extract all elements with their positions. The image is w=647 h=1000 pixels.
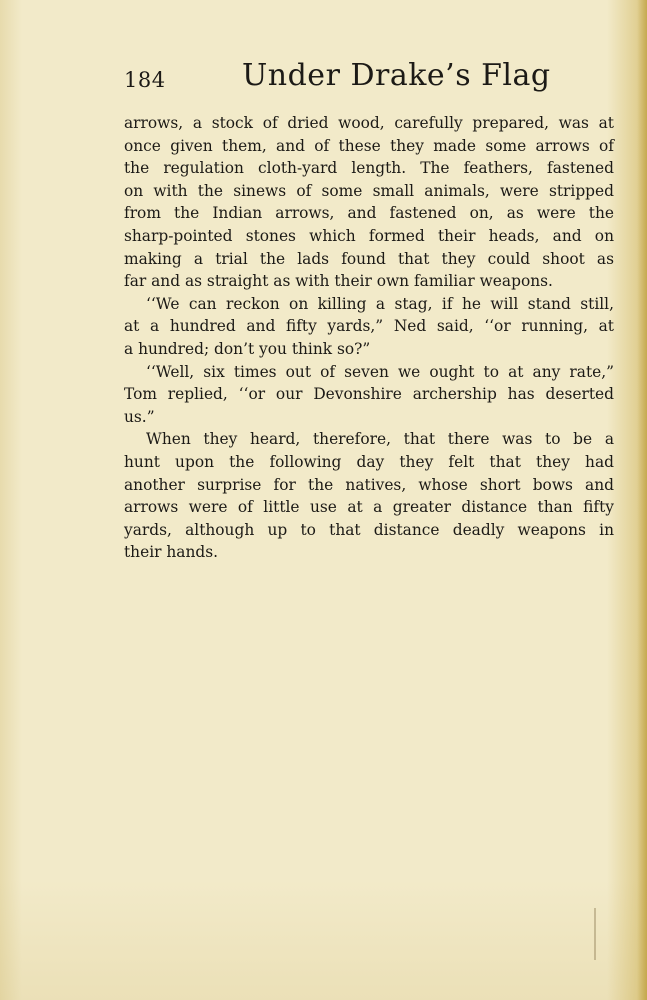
text-line: When they heard, therefore, that there was to be a [146, 430, 614, 449]
text-line: from the Indian arrows, and fastened on, as were the [124, 204, 614, 223]
text-line: on with the sinews of some small animals, were stripped [124, 181, 614, 200]
body-text [124, 112, 614, 564]
text-line: another surprise for the natives, whose short bows and [124, 475, 614, 494]
text-line: once given them, and of these they made some arrows of [124, 136, 614, 155]
page-edge-shadow [637, 0, 647, 1000]
text-line: us.” [124, 407, 155, 426]
text-line: ‘‘Well, six times out of seven we ought to at any rate,” [146, 362, 614, 381]
text-line: making a trial the lads found that they could shoot as [124, 249, 614, 268]
text-line: their hands. [124, 543, 219, 562]
margin-mark [594, 908, 596, 960]
text-line: far and as straight as with their own familiar weapons. [124, 272, 553, 291]
text-line: ‘‘We can reckon on killing a stag, if he will stand still, [146, 294, 614, 313]
text-line: arrows, a stock of dried wood, carefully prepared, was at [124, 114, 614, 132]
running-title: Under Drake’s Flag [242, 58, 551, 93]
page-header [124, 58, 614, 98]
text-line: sharp-pointed stones which formed their heads, and on [124, 226, 614, 245]
text-line: a hundred; don’t you think so?” [124, 339, 371, 358]
page-number: 184 [124, 68, 166, 92]
text-line: the regulation cloth-yard length. The feathers, fastened [124, 159, 614, 178]
text-line: yards, although up to that distance deadly weapons in [124, 520, 614, 539]
text-line: Tom replied, ‘‘or our Devonshire archership has deserted [124, 385, 614, 404]
text-line: arrows were of little use at a greater distance than fifty [124, 498, 614, 517]
text-line: hunt upon the following day they felt that they had [124, 452, 614, 471]
text-line: at a hundred and fifty yards,” Ned said, ‘‘or running, at [124, 317, 614, 336]
